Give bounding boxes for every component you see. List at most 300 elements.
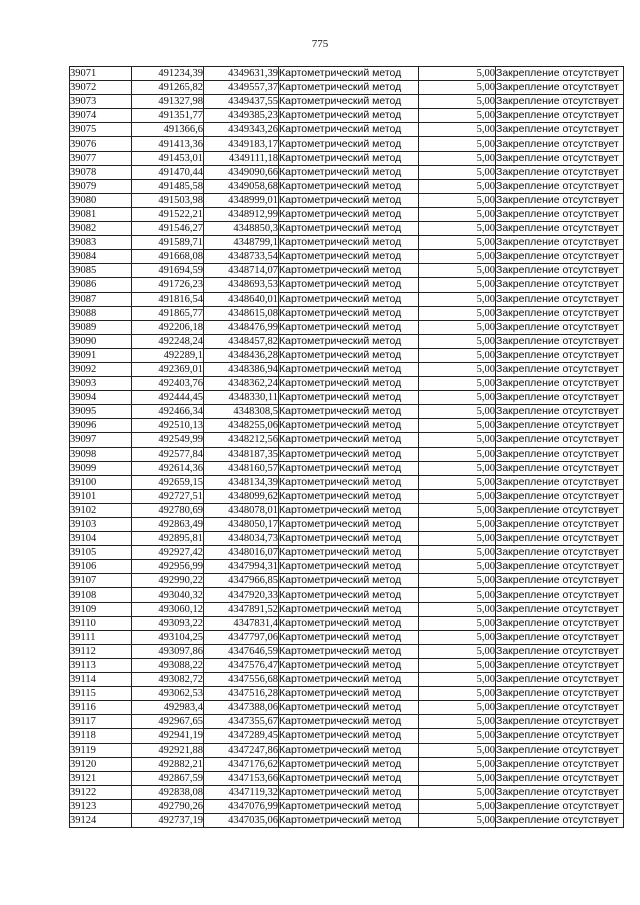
x-coordinate-cell: 492882,21 xyxy=(132,757,204,771)
method-cell: Картометрический метод xyxy=(279,461,419,475)
accuracy-cell: 5,00 xyxy=(419,771,496,785)
x-coordinate-cell: 492790,26 xyxy=(132,799,204,813)
accuracy-cell: 5,00 xyxy=(419,334,496,348)
accuracy-cell: 5,00 xyxy=(419,306,496,320)
fixation-cell: Закрепление отсутствует xyxy=(496,771,624,785)
fixation-cell: Закрепление отсутствует xyxy=(496,81,624,95)
fixation-cell: Закрепление отсутствует xyxy=(496,193,624,207)
point-number-cell: 39077 xyxy=(70,151,132,165)
accuracy-cell: 5,00 xyxy=(419,574,496,588)
x-coordinate-cell: 491668,08 xyxy=(132,250,204,264)
x-coordinate-cell: 492737,19 xyxy=(132,813,204,827)
accuracy-cell: 5,00 xyxy=(419,419,496,433)
method-cell: Картометрический метод xyxy=(279,574,419,588)
y-coordinate-cell: 4347355,67 xyxy=(204,715,279,729)
point-number-cell: 39095 xyxy=(70,405,132,419)
point-number-cell: 39107 xyxy=(70,574,132,588)
fixation-cell: Закрепление отсутствует xyxy=(496,320,624,334)
accuracy-cell: 5,00 xyxy=(419,729,496,743)
point-number-cell: 39097 xyxy=(70,433,132,447)
y-coordinate-cell: 4347388,06 xyxy=(204,701,279,715)
accuracy-cell: 5,00 xyxy=(419,362,496,376)
fixation-cell: Закрепление отсутствует xyxy=(496,560,624,574)
method-cell: Картометрический метод xyxy=(279,433,419,447)
table-row xyxy=(70,475,624,489)
x-coordinate-cell: 493040,32 xyxy=(132,588,204,602)
coordinates-table-body xyxy=(70,67,624,828)
accuracy-cell: 5,00 xyxy=(419,405,496,419)
fixation-cell: Закрепление отсутствует xyxy=(496,207,624,221)
y-coordinate-cell: 4348912,99 xyxy=(204,207,279,221)
table-row xyxy=(70,574,624,588)
y-coordinate-cell: 4349343,26 xyxy=(204,123,279,137)
fixation-cell: Закрепление отсутствует xyxy=(496,123,624,137)
fixation-cell: Закрепление отсутствует xyxy=(496,306,624,320)
x-coordinate-cell: 492444,45 xyxy=(132,391,204,405)
method-cell: Картометрический метод xyxy=(279,236,419,250)
accuracy-cell: 5,00 xyxy=(419,785,496,799)
x-coordinate-cell: 492863,49 xyxy=(132,518,204,532)
y-coordinate-cell: 4348640,01 xyxy=(204,292,279,306)
table-row xyxy=(70,109,624,123)
method-cell: Картометрический метод xyxy=(279,602,419,616)
accuracy-cell: 5,00 xyxy=(419,799,496,813)
y-coordinate-cell: 4347891,52 xyxy=(204,602,279,616)
point-number-cell: 39099 xyxy=(70,461,132,475)
y-coordinate-cell: 4348212,56 xyxy=(204,433,279,447)
fixation-cell: Закрепление отсутствует xyxy=(496,574,624,588)
fixation-cell: Закрепление отсутствует xyxy=(496,95,624,109)
x-coordinate-cell: 493082,72 xyxy=(132,673,204,687)
table-row xyxy=(70,320,624,334)
fixation-cell: Закрепление отсутствует xyxy=(496,222,624,236)
accuracy-cell: 5,00 xyxy=(419,278,496,292)
fixation-cell: Закрепление отсутствует xyxy=(496,743,624,757)
table-row xyxy=(70,81,624,95)
fixation-cell: Закрепление отсутствует xyxy=(496,250,624,264)
accuracy-cell: 5,00 xyxy=(419,236,496,250)
fixation-cell: Закрепление отсутствует xyxy=(496,391,624,405)
x-coordinate-cell: 492206,18 xyxy=(132,320,204,334)
point-number-cell: 39089 xyxy=(70,320,132,334)
y-coordinate-cell: 4347920,33 xyxy=(204,588,279,602)
method-cell: Картометрический метод xyxy=(279,419,419,433)
x-coordinate-cell: 492990,22 xyxy=(132,574,204,588)
table-row xyxy=(70,264,624,278)
method-cell: Картометрический метод xyxy=(279,729,419,743)
point-number-cell: 39105 xyxy=(70,546,132,560)
y-coordinate-cell: 4347646,59 xyxy=(204,644,279,658)
x-coordinate-cell: 492867,59 xyxy=(132,771,204,785)
table-row xyxy=(70,658,624,672)
x-coordinate-cell: 492941,19 xyxy=(132,729,204,743)
y-coordinate-cell: 4347966,85 xyxy=(204,574,279,588)
method-cell: Картометрический метод xyxy=(279,673,419,687)
table-row xyxy=(70,151,624,165)
x-coordinate-cell: 492727,51 xyxy=(132,489,204,503)
accuracy-cell: 5,00 xyxy=(419,757,496,771)
x-coordinate-cell: 491726,23 xyxy=(132,278,204,292)
table-row xyxy=(70,362,624,376)
y-coordinate-cell: 4348733,54 xyxy=(204,250,279,264)
fixation-cell: Закрепление отсутствует xyxy=(496,785,624,799)
table-row xyxy=(70,179,624,193)
x-coordinate-cell: 492895,81 xyxy=(132,532,204,546)
fixation-cell: Закрепление отсутствует xyxy=(496,546,624,560)
fixation-cell: Закрепление отсутствует xyxy=(496,813,624,827)
y-coordinate-cell: 4348034,73 xyxy=(204,532,279,546)
x-coordinate-cell: 491366,6 xyxy=(132,123,204,137)
table-row xyxy=(70,489,624,503)
table-row xyxy=(70,673,624,687)
table-row xyxy=(70,165,624,179)
x-coordinate-cell: 491694,59 xyxy=(132,264,204,278)
table-row xyxy=(70,447,624,461)
point-number-cell: 39118 xyxy=(70,729,132,743)
point-number-cell: 39091 xyxy=(70,348,132,362)
accuracy-cell: 5,00 xyxy=(419,391,496,405)
fixation-cell: Закрепление отсутствует xyxy=(496,362,624,376)
fixation-cell: Закрепление отсутствует xyxy=(496,236,624,250)
y-coordinate-cell: 4348308,5 xyxy=(204,405,279,419)
point-number-cell: 39092 xyxy=(70,362,132,376)
page-number: 775 xyxy=(311,38,329,50)
x-coordinate-cell: 491327,98 xyxy=(132,95,204,109)
table-row xyxy=(70,602,624,616)
table-row xyxy=(70,729,624,743)
accuracy-cell: 5,00 xyxy=(419,137,496,151)
fixation-cell: Закрепление отсутствует xyxy=(496,644,624,658)
table-row xyxy=(70,560,624,574)
x-coordinate-cell: 492967,65 xyxy=(132,715,204,729)
y-coordinate-cell: 4348850,3 xyxy=(204,222,279,236)
method-cell: Картометрический метод xyxy=(279,518,419,532)
y-coordinate-cell: 4349631,39 xyxy=(204,67,279,81)
y-coordinate-cell: 4347576,47 xyxy=(204,658,279,672)
y-coordinate-cell: 4348160,57 xyxy=(204,461,279,475)
fixation-cell: Закрепление отсутствует xyxy=(496,602,624,616)
table-row xyxy=(70,405,624,419)
point-number-cell: 39119 xyxy=(70,743,132,757)
x-coordinate-cell: 491522,21 xyxy=(132,207,204,221)
table-row xyxy=(70,391,624,405)
method-cell: Картометрический метод xyxy=(279,95,419,109)
fixation-cell: Закрепление отсутствует xyxy=(496,109,624,123)
fixation-cell: Закрепление отсутствует xyxy=(496,264,624,278)
accuracy-cell: 5,00 xyxy=(419,348,496,362)
fixation-cell: Закрепление отсутствует xyxy=(496,348,624,362)
accuracy-cell: 5,00 xyxy=(419,518,496,532)
accuracy-cell: 5,00 xyxy=(419,433,496,447)
point-number-cell: 39116 xyxy=(70,701,132,715)
y-coordinate-cell: 4347035,06 xyxy=(204,813,279,827)
method-cell: Картометрический метод xyxy=(279,687,419,701)
method-cell: Картометрический метод xyxy=(279,250,419,264)
table-row xyxy=(70,67,624,81)
x-coordinate-cell: 493097,86 xyxy=(132,644,204,658)
accuracy-cell: 5,00 xyxy=(419,475,496,489)
x-coordinate-cell: 492659,15 xyxy=(132,475,204,489)
method-cell: Картометрический метод xyxy=(279,81,419,95)
table-row xyxy=(70,503,624,517)
point-number-cell: 39112 xyxy=(70,644,132,658)
accuracy-cell: 5,00 xyxy=(419,532,496,546)
y-coordinate-cell: 4348134,39 xyxy=(204,475,279,489)
accuracy-cell: 5,00 xyxy=(419,644,496,658)
point-number-cell: 39108 xyxy=(70,588,132,602)
point-number-cell: 39086 xyxy=(70,278,132,292)
method-cell: Картометрический метод xyxy=(279,137,419,151)
method-cell: Картометрический метод xyxy=(279,799,419,813)
method-cell: Картометрический метод xyxy=(279,334,419,348)
point-number-cell: 39113 xyxy=(70,658,132,672)
table-row xyxy=(70,518,624,532)
x-coordinate-cell: 491265,82 xyxy=(132,81,204,95)
x-coordinate-cell: 492577,84 xyxy=(132,447,204,461)
point-number-cell: 39088 xyxy=(70,306,132,320)
table-row xyxy=(70,701,624,715)
method-cell: Картометрический метод xyxy=(279,644,419,658)
x-coordinate-cell: 491453,01 xyxy=(132,151,204,165)
accuracy-cell: 5,00 xyxy=(419,447,496,461)
point-number-cell: 39073 xyxy=(70,95,132,109)
accuracy-cell: 5,00 xyxy=(419,377,496,391)
method-cell: Картометрический метод xyxy=(279,179,419,193)
x-coordinate-cell: 492369,01 xyxy=(132,362,204,376)
fixation-cell: Закрепление отсутствует xyxy=(496,658,624,672)
fixation-cell: Закрепление отсутствует xyxy=(496,419,624,433)
fixation-cell: Закрепление отсутствует xyxy=(496,179,624,193)
point-number-cell: 39081 xyxy=(70,207,132,221)
fixation-cell: Закрепление отсутствует xyxy=(496,518,624,532)
y-coordinate-cell: 4347119,32 xyxy=(204,785,279,799)
point-number-cell: 39111 xyxy=(70,630,132,644)
fixation-cell: Закрепление отсутствует xyxy=(496,616,624,630)
fixation-cell: Закрепление отсутствует xyxy=(496,715,624,729)
x-coordinate-cell: 491413,36 xyxy=(132,137,204,151)
point-number-cell: 39124 xyxy=(70,813,132,827)
method-cell: Картометрический метод xyxy=(279,67,419,81)
method-cell: Картометрический метод xyxy=(279,151,419,165)
method-cell: Картометрический метод xyxy=(279,306,419,320)
method-cell: Картометрический метод xyxy=(279,475,419,489)
point-number-cell: 39071 xyxy=(70,67,132,81)
table-row xyxy=(70,193,624,207)
accuracy-cell: 5,00 xyxy=(419,109,496,123)
method-cell: Картометрический метод xyxy=(279,616,419,630)
accuracy-cell: 5,00 xyxy=(419,687,496,701)
point-number-cell: 39084 xyxy=(70,250,132,264)
y-coordinate-cell: 4349058,68 xyxy=(204,179,279,193)
fixation-cell: Закрепление отсутствует xyxy=(496,503,624,517)
fixation-cell: Закрепление отсутствует xyxy=(496,165,624,179)
y-coordinate-cell: 4348799,1 xyxy=(204,236,279,250)
point-number-cell: 39096 xyxy=(70,419,132,433)
accuracy-cell: 5,00 xyxy=(419,320,496,334)
y-coordinate-cell: 4348693,53 xyxy=(204,278,279,292)
method-cell: Картометрический метод xyxy=(279,447,419,461)
accuracy-cell: 5,00 xyxy=(419,95,496,109)
point-number-cell: 39093 xyxy=(70,377,132,391)
y-coordinate-cell: 4347516,28 xyxy=(204,687,279,701)
method-cell: Картометрический метод xyxy=(279,405,419,419)
point-number-cell: 39075 xyxy=(70,123,132,137)
table-row xyxy=(70,95,624,109)
accuracy-cell: 5,00 xyxy=(419,673,496,687)
method-cell: Картометрический метод xyxy=(279,701,419,715)
table-row xyxy=(70,236,624,250)
point-number-cell: 39072 xyxy=(70,81,132,95)
point-number-cell: 39122 xyxy=(70,785,132,799)
accuracy-cell: 5,00 xyxy=(419,151,496,165)
y-coordinate-cell: 4349183,17 xyxy=(204,137,279,151)
x-coordinate-cell: 491589,71 xyxy=(132,236,204,250)
point-number-cell: 39090 xyxy=(70,334,132,348)
point-number-cell: 39121 xyxy=(70,771,132,785)
method-cell: Картометрический метод xyxy=(279,715,419,729)
accuracy-cell: 5,00 xyxy=(419,489,496,503)
table-row xyxy=(70,757,624,771)
point-number-cell: 39104 xyxy=(70,532,132,546)
x-coordinate-cell: 491865,77 xyxy=(132,306,204,320)
point-number-cell: 39106 xyxy=(70,560,132,574)
accuracy-cell: 5,00 xyxy=(419,222,496,236)
accuracy-cell: 5,00 xyxy=(419,630,496,644)
fixation-cell: Закрепление отсутствует xyxy=(496,334,624,348)
y-coordinate-cell: 4347797,06 xyxy=(204,630,279,644)
y-coordinate-cell: 4347176,62 xyxy=(204,757,279,771)
fixation-cell: Закрепление отсутствует xyxy=(496,630,624,644)
table-row xyxy=(70,588,624,602)
y-coordinate-cell: 4348187,35 xyxy=(204,447,279,461)
fixation-cell: Закрепление отсутствует xyxy=(496,433,624,447)
x-coordinate-cell: 492549,99 xyxy=(132,433,204,447)
x-coordinate-cell: 491503,98 xyxy=(132,193,204,207)
accuracy-cell: 5,00 xyxy=(419,658,496,672)
point-number-cell: 39087 xyxy=(70,292,132,306)
fixation-cell: Закрепление отсутствует xyxy=(496,687,624,701)
method-cell: Картометрический метод xyxy=(279,630,419,644)
point-number-cell: 39115 xyxy=(70,687,132,701)
method-cell: Картометрический метод xyxy=(279,813,419,827)
table-row xyxy=(70,715,624,729)
method-cell: Картометрический метод xyxy=(279,292,419,306)
table-row xyxy=(70,743,624,757)
point-number-cell: 39102 xyxy=(70,503,132,517)
fixation-cell: Закрепление отсутствует xyxy=(496,799,624,813)
coordinates-table xyxy=(69,66,624,828)
method-cell: Картометрический метод xyxy=(279,771,419,785)
x-coordinate-cell: 492614,36 xyxy=(132,461,204,475)
table-row xyxy=(70,813,624,827)
y-coordinate-cell: 4347247,86 xyxy=(204,743,279,757)
x-coordinate-cell: 491470,44 xyxy=(132,165,204,179)
method-cell: Картометрический метод xyxy=(279,658,419,672)
method-cell: Картометрический метод xyxy=(279,165,419,179)
point-number-cell: 39109 xyxy=(70,602,132,616)
point-number-cell: 39123 xyxy=(70,799,132,813)
point-number-cell: 39098 xyxy=(70,447,132,461)
y-coordinate-cell: 4347831,4 xyxy=(204,616,279,630)
table-row xyxy=(70,785,624,799)
y-coordinate-cell: 4348714,07 xyxy=(204,264,279,278)
x-coordinate-cell: 491351,77 xyxy=(132,109,204,123)
method-cell: Картометрический метод xyxy=(279,109,419,123)
accuracy-cell: 5,00 xyxy=(419,250,496,264)
x-coordinate-cell: 491816,54 xyxy=(132,292,204,306)
y-coordinate-cell: 4348436,28 xyxy=(204,348,279,362)
method-cell: Картометрический метод xyxy=(279,207,419,221)
x-coordinate-cell: 493062,53 xyxy=(132,687,204,701)
x-coordinate-cell: 492927,42 xyxy=(132,546,204,560)
accuracy-cell: 5,00 xyxy=(419,715,496,729)
method-cell: Картометрический метод xyxy=(279,532,419,546)
table-row xyxy=(70,419,624,433)
method-cell: Картометрический метод xyxy=(279,391,419,405)
method-cell: Картометрический метод xyxy=(279,193,419,207)
table-row xyxy=(70,334,624,348)
table-row xyxy=(70,207,624,221)
accuracy-cell: 5,00 xyxy=(419,602,496,616)
y-coordinate-cell: 4348050,17 xyxy=(204,518,279,532)
point-number-cell: 39074 xyxy=(70,109,132,123)
table-row xyxy=(70,377,624,391)
table-row xyxy=(70,616,624,630)
table-row xyxy=(70,644,624,658)
accuracy-cell: 5,00 xyxy=(419,207,496,221)
point-number-cell: 39076 xyxy=(70,137,132,151)
x-coordinate-cell: 491485,58 xyxy=(132,179,204,193)
x-coordinate-cell: 493104,25 xyxy=(132,630,204,644)
y-coordinate-cell: 4347994,31 xyxy=(204,560,279,574)
point-number-cell: 39101 xyxy=(70,489,132,503)
method-cell: Картометрический метод xyxy=(279,785,419,799)
accuracy-cell: 5,00 xyxy=(419,546,496,560)
accuracy-cell: 5,00 xyxy=(419,264,496,278)
y-coordinate-cell: 4348016,07 xyxy=(204,546,279,560)
x-coordinate-cell: 493093,22 xyxy=(132,616,204,630)
y-coordinate-cell: 4348078,01 xyxy=(204,503,279,517)
point-number-cell: 39100 xyxy=(70,475,132,489)
point-number-cell: 39110 xyxy=(70,616,132,630)
point-number-cell: 39080 xyxy=(70,193,132,207)
point-number-cell: 39103 xyxy=(70,518,132,532)
method-cell: Картометрический метод xyxy=(279,320,419,334)
point-number-cell: 39085 xyxy=(70,264,132,278)
method-cell: Картометрический метод xyxy=(279,348,419,362)
y-coordinate-cell: 4348457,82 xyxy=(204,334,279,348)
fixation-cell: Закрепление отсутствует xyxy=(496,701,624,715)
x-coordinate-cell: 492921,88 xyxy=(132,743,204,757)
table-row xyxy=(70,532,624,546)
x-coordinate-cell: 492248,24 xyxy=(132,334,204,348)
point-number-cell: 39079 xyxy=(70,179,132,193)
table-row xyxy=(70,687,624,701)
point-number-cell: 39082 xyxy=(70,222,132,236)
x-coordinate-cell: 492403,76 xyxy=(132,377,204,391)
x-coordinate-cell: 492983,4 xyxy=(132,701,204,715)
accuracy-cell: 5,00 xyxy=(419,743,496,757)
y-coordinate-cell: 4347556,68 xyxy=(204,673,279,687)
table-row xyxy=(70,250,624,264)
fixation-cell: Закрепление отсутствует xyxy=(496,673,624,687)
table-row xyxy=(70,630,624,644)
table-row xyxy=(70,546,624,560)
method-cell: Картометрический метод xyxy=(279,743,419,757)
accuracy-cell: 5,00 xyxy=(419,616,496,630)
fixation-cell: Закрепление отсутствует xyxy=(496,405,624,419)
table-row xyxy=(70,222,624,236)
